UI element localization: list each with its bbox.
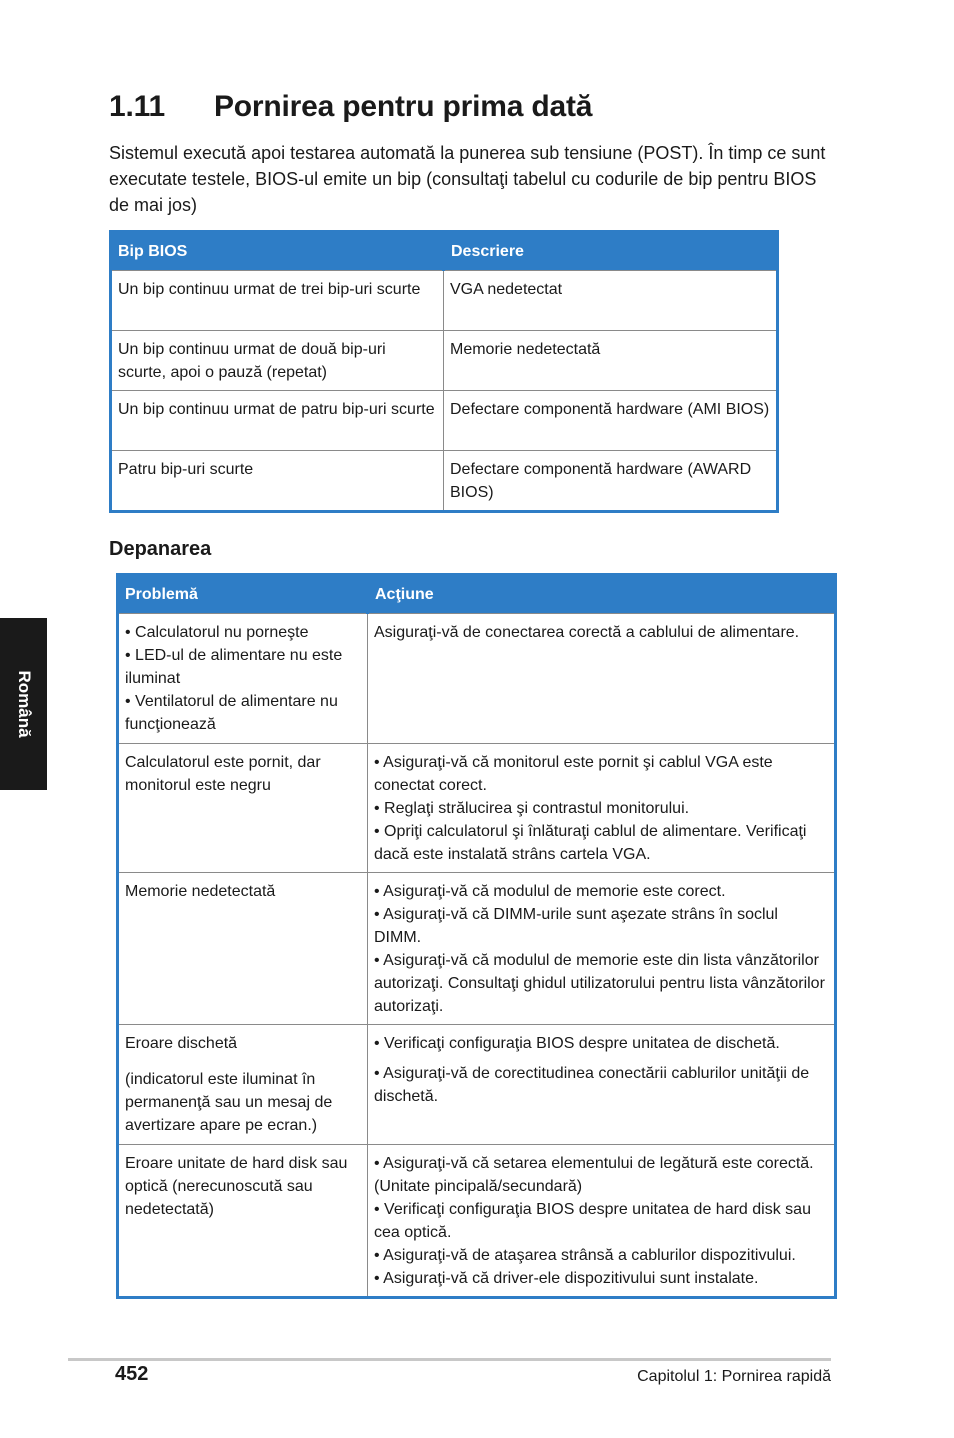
action-line: • Verificaţi configuraţia BIOS despre unitatea de dischetă. <box>374 1035 780 1052</box>
chapter-title: Capitolul 1: Pornirea rapidă <box>637 1368 831 1385</box>
problem-cell <box>118 1145 368 1298</box>
action-cell <box>368 744 836 873</box>
problem-line: • Ventilatorul de alimentare nu funcţionează <box>125 693 338 733</box>
action-line: • Asiguraţi-vă că modulul de memorie este corect. <box>374 883 726 900</box>
troubleshooting-table <box>116 573 837 1299</box>
section-number: 1.11 <box>109 90 165 123</box>
problem-line: Calculatorul este pornit, dar monitorul este negru <box>125 754 321 794</box>
problem-line: Memorie nedetectată <box>125 883 276 900</box>
table-row <box>118 1145 836 1298</box>
table-cell: Un bip continuu urmat de patru bip-uri scurte <box>111 391 444 451</box>
table-cell: VGA nedetectat <box>444 271 778 331</box>
problem-line: • LED-ul de alimentare nu este iluminat <box>125 647 343 687</box>
language-label: Română <box>14 670 34 738</box>
action-line: • Asiguraţi-vă de corectitudinea conectării cablurilor unităţii de dischetă. <box>374 1065 810 1105</box>
action-line: • Asiguraţi-vă că monitorul este pornit şi cablul VGA este conectat corect. <box>374 754 773 794</box>
table-row <box>118 1025 836 1145</box>
action-line: • Asiguraţi-vă că setarea elementului de legătură este corectă. (Unitate pincipală/secundară) <box>374 1155 814 1195</box>
action-cell <box>368 614 836 744</box>
problem-cell <box>118 1025 368 1145</box>
problem-line: Eroare unitate de hard disk sau optică (nerecunoscută sau nedetectată) <box>125 1155 348 1218</box>
action-line: • Asiguraţi-vă de ataşarea strânsă a cablurilor dispozitivului. <box>374 1247 796 1264</box>
section-heading <box>109 90 592 124</box>
table-header-row <box>111 232 778 271</box>
section-title: Pornirea pentru prima dată <box>214 90 593 123</box>
action-line: • Verificaţi configuraţia BIOS despre unitatea de hard disk sau cea optică. <box>374 1201 811 1241</box>
problem-line: (indicatorul este iluminat în permanenţă sau un mesaj de avertizare apare pe ecran.) <box>125 1071 333 1134</box>
table-row <box>111 271 778 331</box>
table-cell: Defectare componentă hardware (AMI BIOS) <box>444 391 778 451</box>
table-row <box>111 391 778 451</box>
bios-beep-table <box>109 230 779 513</box>
table-cell: Un bip continuu urmat de două bip-uri scurte, apoi o pauză (repetat) <box>111 331 444 391</box>
table-row <box>111 331 778 391</box>
table-cell: Memorie nedetectată <box>444 331 778 391</box>
table-row <box>118 614 836 744</box>
action-line: Asiguraţi-vă de conectarea corectă a cablului de alimentare. <box>374 624 800 641</box>
problem-cell <box>118 614 368 744</box>
column-header: Bip BIOS <box>111 232 444 271</box>
action-line: • Asiguraţi-vă că driver-ele dispozitivului sunt instalate. <box>374 1270 759 1287</box>
column-header: Descriere <box>444 232 778 271</box>
column-header: Acţiune <box>368 575 836 614</box>
problem-line: Eroare dischetă <box>125 1035 238 1052</box>
action-line: • Asiguraţi-vă că DIMM-urile sunt aşezate strâns în soclul DIMM. <box>374 906 778 946</box>
problem-cell <box>118 873 368 1025</box>
problem-line: • Calculatorul nu porneşte <box>125 624 309 641</box>
action-cell <box>368 1145 836 1298</box>
problem-cell <box>118 744 368 873</box>
table-row <box>118 744 836 873</box>
language-side-tab <box>0 618 47 790</box>
page-number: 452 <box>115 1363 149 1385</box>
action-cell <box>368 873 836 1025</box>
action-line: • Opriţi calculatorul şi înlăturaţi cablul de alimentare. Verificaţi dacă este instalată strâns cartela VGA. <box>374 823 807 863</box>
troubleshooting-heading: Depanarea <box>109 538 212 560</box>
footer-divider <box>68 1358 831 1361</box>
table-cell: Un bip continuu urmat de trei bip-uri scurte <box>111 271 444 331</box>
table-row <box>111 451 778 512</box>
line-spacer <box>125 1055 361 1068</box>
intro-paragraph: Sistemul execută apoi testarea automată la punerea sub tensiune (POST). În timp ce sunt executate testele, BIOS-ul emite un bip (consultaţi tabelul cu codurile de bip pentru BIOS de mai jos) <box>109 143 826 215</box>
table-cell: Defectare componentă hardware (AWARD BIOS) <box>444 451 778 512</box>
action-cell <box>368 1025 836 1145</box>
table-cell: Patru bip-uri scurte <box>111 451 444 512</box>
table-header-row <box>118 575 836 614</box>
action-line: • Reglaţi strălucirea şi contrastul monitorului. <box>374 800 690 817</box>
table-row <box>118 873 836 1025</box>
column-header: Problemă <box>118 575 368 614</box>
action-line: • Asiguraţi-vă că modulul de memorie este din lista vânzătorilor autorizaţi. Consultaţi ghidul utilizatorului pentru lista vânzătorilor autorizaţi. <box>374 952 825 1015</box>
